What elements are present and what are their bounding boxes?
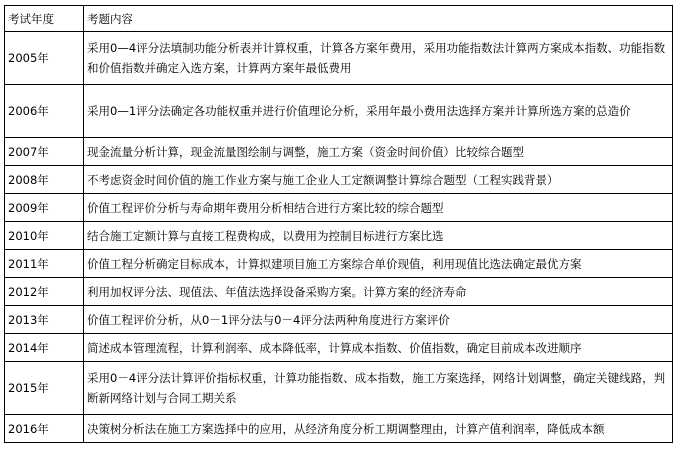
table-row [5, 278, 673, 306]
row-year: 2016年 [5, 415, 84, 443]
table-row [5, 194, 673, 222]
row-content: 采用0－4评分法计算评价指标权重，计算功能指数、成本指数，施工方案选择，网络计划调整，确定关键线路，判断新网络计划与合同工期关系 [84, 362, 673, 415]
row-year: 2011年 [5, 250, 84, 278]
table-row [5, 222, 673, 250]
header-content: 考题内容 [84, 6, 673, 32]
row-year: 2005年 [5, 32, 84, 85]
table-row [5, 166, 673, 194]
table-row [5, 362, 673, 415]
table-row [5, 415, 673, 443]
row-content: 结合施工定额计算与直接工程费构成，以费用为控制目标进行方案比选 [84, 222, 673, 250]
row-year: 2008年 [5, 166, 84, 194]
row-content: 采用0—1评分法确定各功能权重并进行价值理论分析，采用年最小费用法选择方案并计算所选方案的总造价 [84, 85, 673, 138]
row-content: 利用加权评分法、现值法、年值法选择设备采购方案。计算方案的经济寿命 [84, 278, 673, 306]
row-content: 价值工程评价分析与寿命期年费用分析相结合进行方案比较的综合题型 [84, 194, 673, 222]
table-header-row [5, 6, 673, 32]
row-content: 决策树分析法在施工方案选择中的应用，从经济角度分析工期调整理由，计算产值利润率，降低成本额 [84, 415, 673, 443]
table-row [5, 85, 673, 138]
row-year: 2010年 [5, 222, 84, 250]
row-year: 2007年 [5, 138, 84, 166]
table-row [5, 306, 673, 334]
row-year: 2006年 [5, 85, 84, 138]
row-year: 2015年 [5, 362, 84, 415]
table-row [5, 334, 673, 362]
row-content: 不考虑资金时间价值的施工作业方案与施工企业人工定额调整计算综合题型（工程实践背景） [84, 166, 673, 194]
row-content: 现金流量分析计算，现金流量图绘制与调整，施工方案（资金时间价值）比较综合题型 [84, 138, 673, 166]
row-year: 2014年 [5, 334, 84, 362]
exam-table [4, 5, 673, 443]
row-year: 2013年 [5, 306, 84, 334]
header-year: 考试年度 [5, 6, 84, 32]
row-content: 价值工程评价分析，从0－1评分法与0－4评分法两种角度进行方案评价 [84, 306, 673, 334]
row-year: 2012年 [5, 278, 84, 306]
table-row [5, 250, 673, 278]
row-year: 2009年 [5, 194, 84, 222]
row-content: 价值工程分析确定目标成本，计算拟建项目施工方案综合单价现值，利用现值比选法确定最优方案 [84, 250, 673, 278]
row-content: 采用0—4评分法填制功能分析表并计算权重，计算各方案年费用，采用功能指数法计算两方案成本指数、功能指数和价值指数并确定入选方案，计算两方案年最低费用 [84, 32, 673, 85]
row-content: 简述成本管理流程，计算利润率、成本降低率，计算成本指数、价值指数，确定目前成本改进顺序 [84, 334, 673, 362]
table-row [5, 138, 673, 166]
table-row [5, 32, 673, 85]
